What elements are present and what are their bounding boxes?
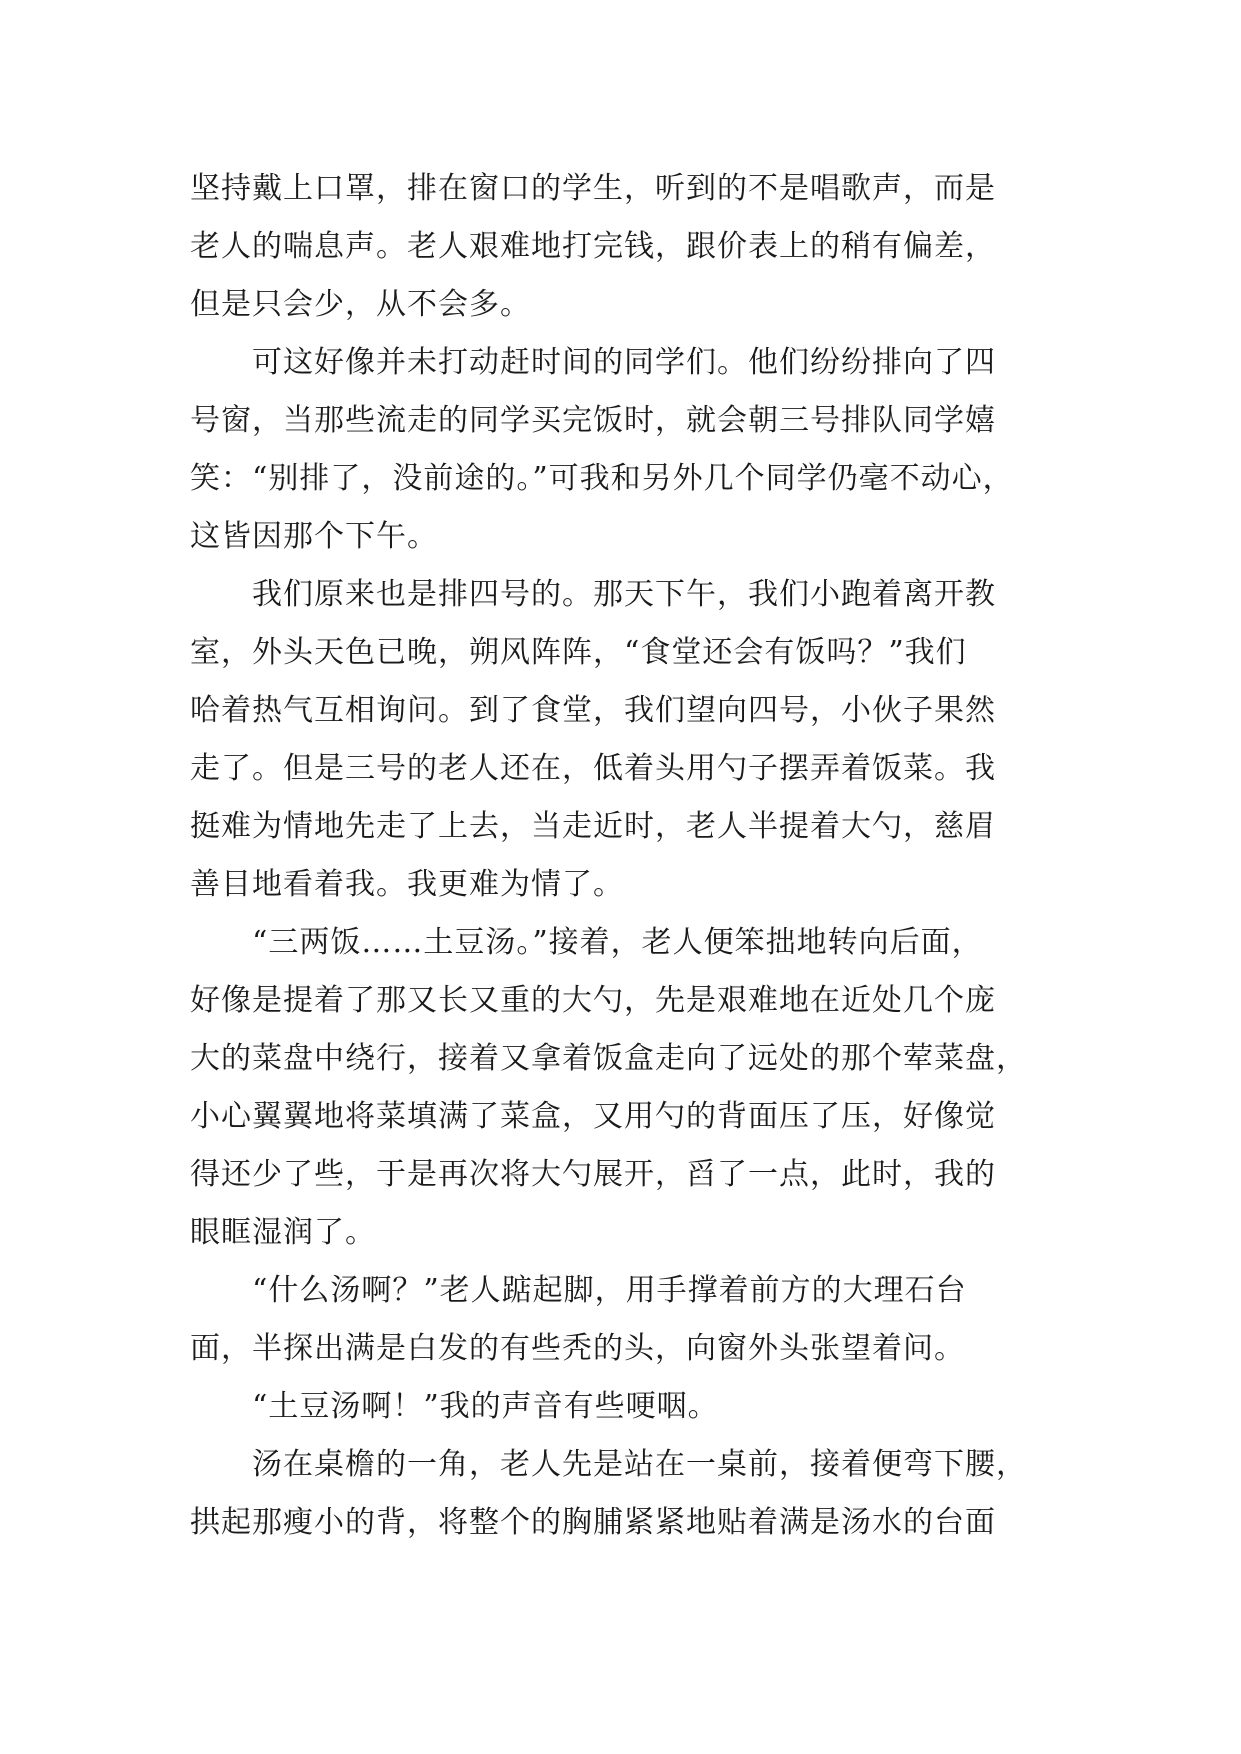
text-line: 这皆因那个下午。 <box>190 519 438 554</box>
text-line: “土豆汤啊！”我的声音有些哽咽。 <box>252 1389 719 1424</box>
text-line: 走了。但是三号的老人还在，低着头用勺子摆弄着饭菜。我 <box>190 751 996 786</box>
text-line: 哈着热气互相询问。到了食堂，我们望向四号，小伙子果然 <box>190 693 996 728</box>
text-line: 汤在桌檐的一角，老人先是站在一桌前，接着便弯下腰， <box>252 1447 1027 1482</box>
text-line: “什么汤啊？”老人踮起脚，用手撑着前方的大理石台 <box>252 1273 967 1308</box>
text-line: 坚持戴上口罩，排在窗口的学生，听到的不是唱歌声，而是 <box>190 171 996 206</box>
text-line: 善目地看着我。我更难为情了。 <box>190 867 624 902</box>
text-line: 我们原来也是排四号的。那天下午，我们小跑着离开教 <box>252 577 996 612</box>
text-line: 大的菜盘中绕行，接着又拿着饭盒走向了远处的那个荤菜盘， <box>190 1041 1027 1076</box>
text-line: 好像是提着了那又长又重的大勺，先是艰难地在近处几个庞 <box>190 983 996 1018</box>
text-line: 但是只会少，从不会多。 <box>190 287 531 322</box>
text-line: 室，外头天色已晚，朔风阵阵，“食堂还会有饭吗？”我们 <box>190 635 967 670</box>
essay-text <box>190 160 1060 1552</box>
text-line: 可这好像并未打动赶时间的同学们。他们纷纷排向了四 <box>252 345 996 380</box>
text-line: 号窗，当那些流走的同学买完饭时，就会朝三号排队同学嬉 <box>190 403 996 438</box>
text-line: 老人的喘息声。老人艰难地打完钱，跟价表上的稍有偏差， <box>190 229 996 264</box>
text-line: “三两饭……土豆汤。”接着，老人便笨拙地转向后面， <box>252 925 983 960</box>
text-line: 得还少了些，于是再次将大勺展开，舀了一点，此时，我的 <box>190 1157 996 1192</box>
text-line: 小心翼翼地将菜填满了菜盒，又用勺的背面压了压，好像觉 <box>190 1099 996 1134</box>
text-line: 面，半探出满是白发的有些秃的头，向窗外头张望着问。 <box>190 1331 965 1366</box>
text-line: 拱起那瘦小的背，将整个的胸脯紧紧地贴着满是汤水的台面 <box>190 1505 996 1540</box>
text-line: 眼眶湿润了。 <box>190 1215 376 1250</box>
text-line: 笑：“别排了，没前途的。”可我和另外几个同学仍毫不动心， <box>190 461 1014 496</box>
text-line: 挺难为情地先走了上去，当走近时，老人半提着大勺，慈眉 <box>190 809 996 844</box>
